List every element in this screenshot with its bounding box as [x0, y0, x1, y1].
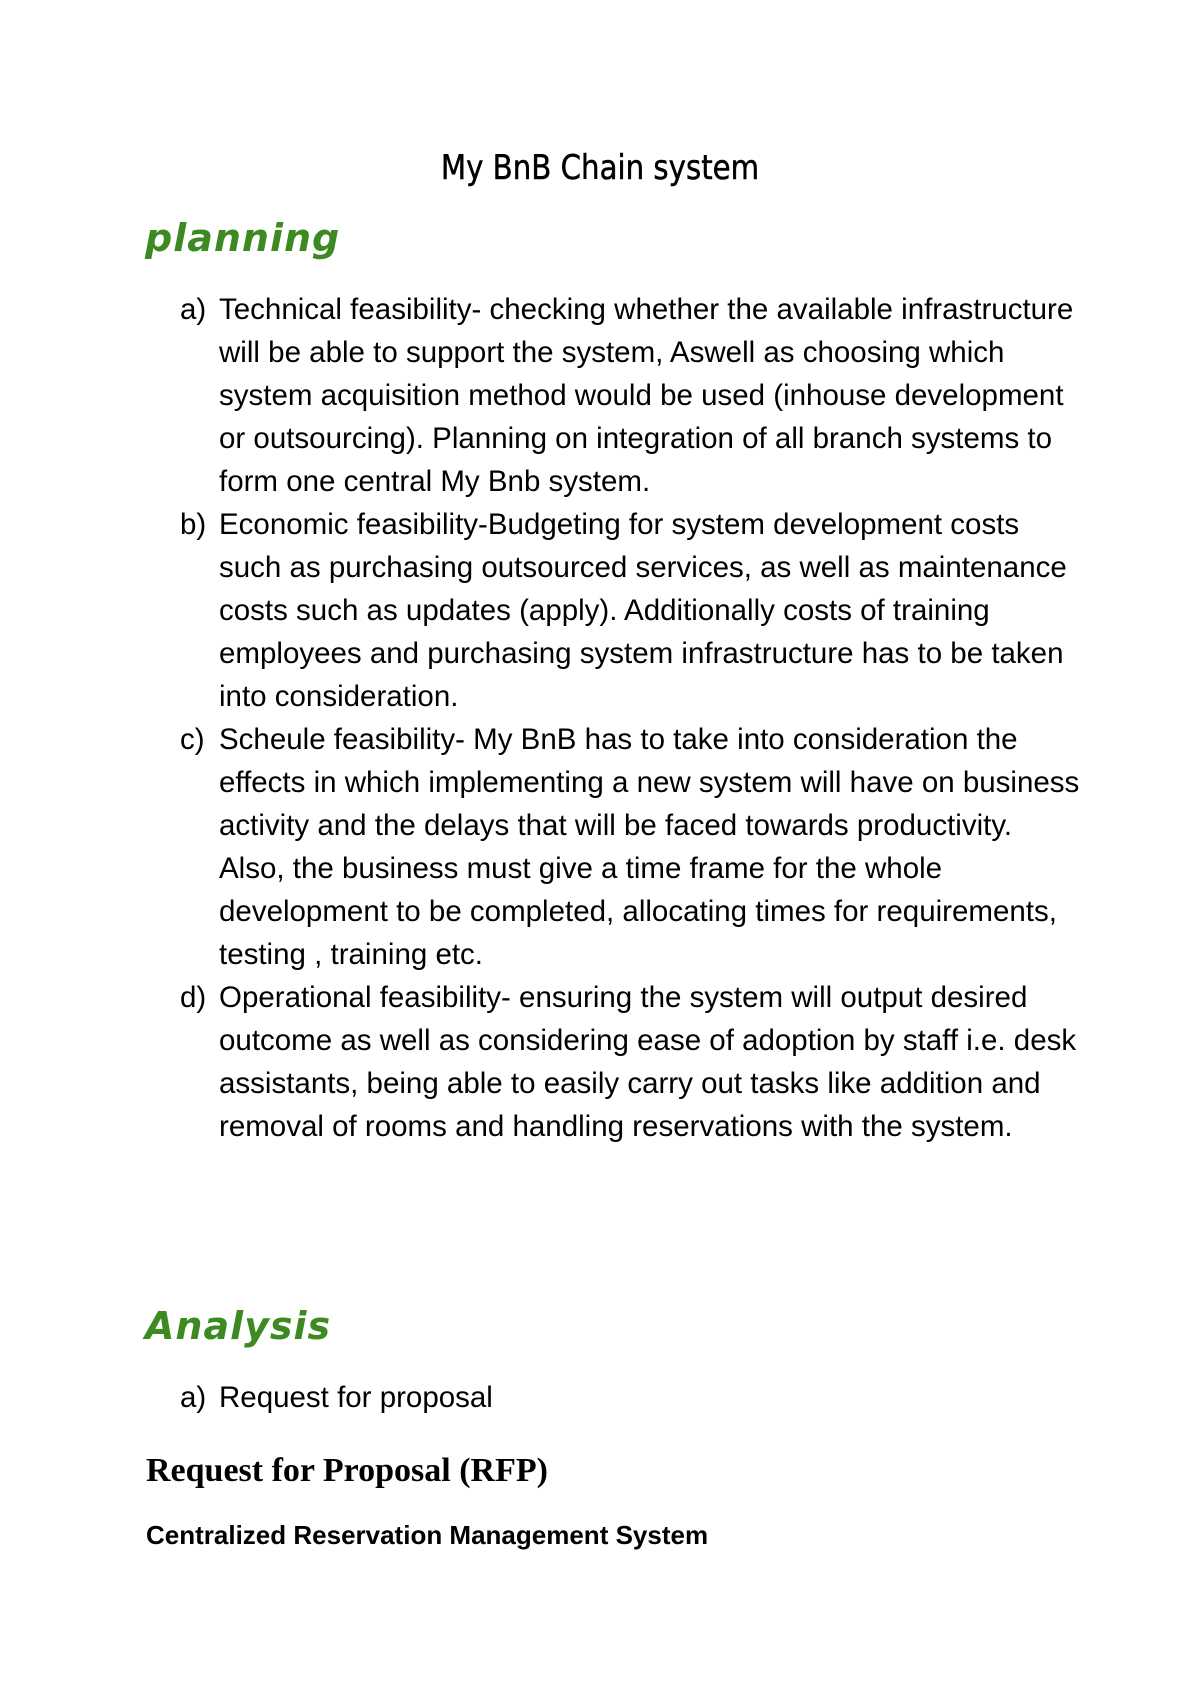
list-marker: a)	[180, 293, 207, 326]
list-item-text: Scheule feasibility- My BnB has to take into consideration the effects in which implementing a new system will have on business activity and the delays that will be faced towards productivity. Also, the business must give a time frame for the whole development to be completed, allocating times for requirements, testing , training etc.	[219, 723, 1080, 971]
list-marker: b)	[180, 508, 207, 541]
document-title: My BnB Chain system	[440, 148, 760, 188]
rfp-subheading: Centralized Reservation Management System	[146, 1520, 709, 1550]
list-item-schedule-feasibility	[180, 718, 1080, 976]
list-item-text: Technical feasibility- checking whether the available infrastructure will be able to support the system, Aswell as choosing which system acquisition method would be used (inhouse development or outsourcing). Planning on integration of all branch systems to form one central My Bnb system.	[219, 293, 1074, 498]
list-item-text: Request for proposal	[219, 1381, 493, 1414]
list-item-request-for-proposal	[180, 1376, 1080, 1419]
planning-list	[180, 288, 1080, 1148]
rfp-heading: Request for Proposal (RFP)	[146, 1452, 548, 1489]
list-item-economic-feasibility	[180, 503, 1080, 718]
analysis-heading: Analysis	[145, 1304, 332, 1348]
list-marker: c)	[180, 723, 205, 756]
analysis-list	[180, 1376, 1080, 1419]
planning-heading: planning	[145, 216, 341, 260]
list-marker: a)	[180, 1381, 207, 1414]
list-item-operational-feasibility	[180, 976, 1080, 1148]
list-item-text: Operational feasibility- ensuring the system will output desired outcome as well as considering ease of adoption by staff i.e. desk assistants, being able to easily carry out tasks like addition and removal of rooms and handling reservations with the system.	[219, 981, 1077, 1143]
list-item-text: Economic feasibility-Budgeting for system development costs such as purchasing outsourced services, as well as maintenance costs such as updates (apply). Additionally costs of training employees and purchasing system infrastructure has to be taken into consideration.	[219, 508, 1067, 713]
list-item-technical-feasibility	[180, 288, 1080, 503]
list-marker: d)	[180, 981, 207, 1014]
